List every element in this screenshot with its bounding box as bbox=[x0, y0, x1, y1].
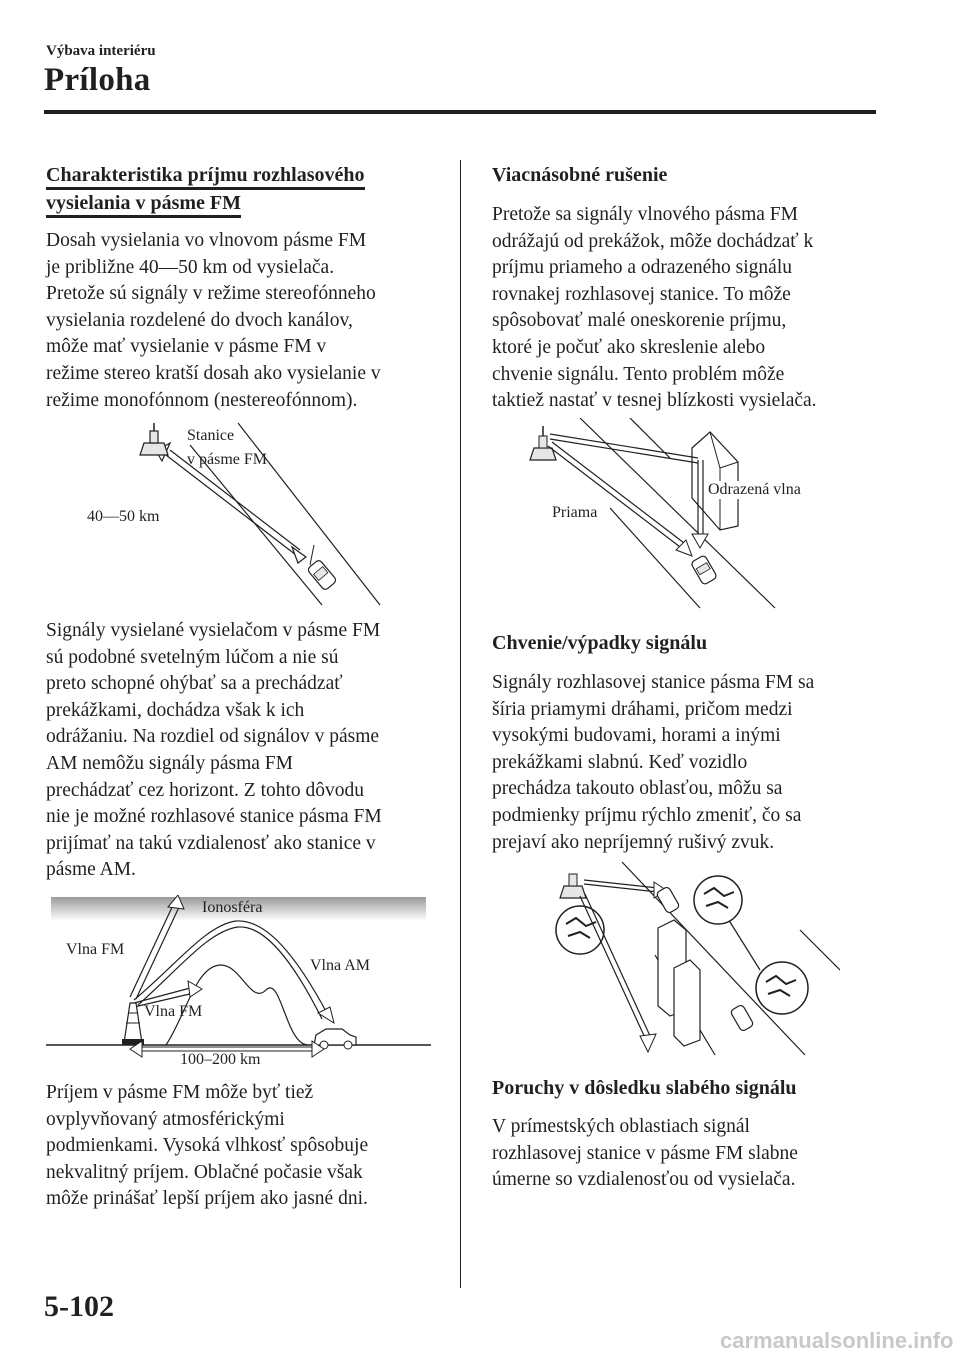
ionosphere-figure bbox=[46, 895, 431, 1075]
right-heading-3 bbox=[492, 1075, 797, 1101]
text-line: pásme AM. bbox=[46, 859, 136, 881]
right-paragraph-2 bbox=[492, 670, 814, 856]
left-heading bbox=[46, 162, 365, 216]
text-line: vysielania rozdelené do dvoch kanálov, bbox=[46, 309, 353, 331]
header-rule bbox=[44, 110, 876, 114]
radio-tower-icon bbox=[140, 423, 168, 455]
text-line: Pretože sa signály vlnového pásma FM bbox=[492, 204, 798, 225]
left-heading-line2: vysielania v pásme FM bbox=[46, 192, 241, 218]
text-line: prejaví ako nepríjemný rušivý zvuk. bbox=[492, 831, 775, 853]
text-line: prekážkami slabnú. Keď vozidlo bbox=[492, 751, 748, 773]
text-line: môže prinášať lepší príjem ako jasné dni. bbox=[46, 1188, 368, 1210]
weak-signal-heading: Poruchy v dôsledku slabého signálu bbox=[492, 1077, 797, 1099]
ionosphere-label: Ionosféra bbox=[202, 899, 263, 916]
text-line: Pretože sú signály v režime stereofónneho bbox=[46, 283, 376, 305]
left-paragraph-2 bbox=[46, 618, 382, 884]
building-icon bbox=[658, 920, 700, 1046]
left-paragraph-1 bbox=[46, 228, 381, 414]
multipath-figure bbox=[520, 418, 840, 613]
direct-wave-label: Priama bbox=[552, 504, 598, 521]
text-line: rozhlasovej stanice v pásme FM slabne bbox=[492, 1142, 798, 1164]
right-heading-1 bbox=[492, 162, 667, 188]
text-line: podmienkami. Vysoká vlhkosť spôsobuje bbox=[46, 1135, 369, 1157]
text-line: AM nemôžu signály pásma FM bbox=[46, 752, 293, 774]
column-divider bbox=[460, 160, 461, 1288]
text-line: ovplyvňovaný atmosférickými bbox=[46, 1108, 285, 1130]
text-line: spôsobovať malé oneskorenie príjmu, bbox=[492, 310, 787, 332]
text-line: odrážaniu. Na rozdiel od signálov v pásme bbox=[46, 726, 380, 748]
left-paragraph-3 bbox=[46, 1080, 368, 1213]
fig1-distance-label: 40―50 km bbox=[87, 508, 160, 525]
text-line: prekážkami, dochádza však k ich bbox=[46, 699, 305, 721]
right-paragraph-3 bbox=[492, 1114, 798, 1194]
reflected-wave-label: Odrazená vlna bbox=[708, 481, 801, 498]
text-line: nie je možné rozhlasové stanice pásma FM bbox=[46, 806, 382, 828]
am-wave-label: Vlna AM bbox=[310, 957, 370, 974]
text-line: Signály rozhlasovej stanice pásma FM sa bbox=[492, 672, 815, 693]
flutter-figure bbox=[550, 860, 840, 1060]
text-line: taktiež nastať v tesnej blízkosti vysielača. bbox=[492, 390, 817, 412]
text-line: prechádza takouto oblasťou, môžu sa bbox=[492, 778, 783, 800]
text-line: V prímestských oblastiach signál bbox=[492, 1116, 750, 1137]
footer-watermark: carmanualsonline.info bbox=[720, 1328, 954, 1353]
text-line: rovnakej rozhlasovej stanice. To môže bbox=[492, 283, 791, 305]
car-icon bbox=[730, 1004, 754, 1032]
text-line: sú podobné svetelným lúčom a nie sú bbox=[46, 646, 339, 668]
range-label: 100–200 km bbox=[180, 1051, 261, 1068]
page-number: 5-102 bbox=[44, 1290, 114, 1323]
text-line: ktoré je počuť ako skreslenie alebo bbox=[492, 336, 766, 358]
text-line: môže mať vysielanie v pásme FM v bbox=[46, 336, 327, 358]
text-line: šíria priamymi dráhami, pričom medzi bbox=[492, 698, 793, 720]
text-line: odrážajú od prekážok, môže dochádzať k bbox=[492, 230, 814, 252]
text-line: Signály vysielané vysielačom v pásme FM bbox=[46, 620, 381, 641]
text-line: príjmu priameho a odrazeného signálu bbox=[492, 257, 792, 279]
text-line: úmerne so vzdialenosťou od vysielača. bbox=[492, 1169, 796, 1191]
multipath-heading: Viacnásobné rušenie bbox=[492, 164, 668, 186]
radio-tower-icon bbox=[560, 874, 586, 898]
left-heading-line1: Charakteristika príjmu rozhlasového bbox=[46, 164, 365, 190]
page-title: Príloha bbox=[44, 62, 151, 98]
fig1-station-label: Stanice bbox=[187, 427, 235, 444]
right-heading-2 bbox=[492, 630, 707, 656]
text-line: režime monofónnom (nestereofónnom). bbox=[46, 389, 358, 411]
transmission-tower-icon bbox=[122, 1003, 144, 1045]
text-line: preto schopné ohýbať sa a prechádzať bbox=[46, 673, 343, 695]
fm-range-figure bbox=[60, 415, 440, 615]
fm-wave-label-upper: Vlna FM bbox=[66, 941, 125, 958]
fig1-station-label-2: v pásme FM bbox=[187, 451, 267, 468]
fm-wave-label-lower: Vlna FM bbox=[144, 1003, 203, 1020]
text-line: Dosah vysielania vo vlnovom pásme FM bbox=[46, 230, 367, 251]
text-line: je približne 40―50 km od vysielača. bbox=[46, 256, 335, 278]
text-line: režime stereo kratší dosah ako vysielanie v bbox=[46, 362, 381, 384]
text-line: podmienky príjmu rýchlo zmeniť, čo sa bbox=[492, 804, 802, 826]
text-line: prechádzať cez horizont. Z tohto dôvodu bbox=[46, 779, 365, 801]
flutter-heading: Chvenie/výpadky signálu bbox=[492, 632, 708, 654]
right-paragraph-1 bbox=[492, 202, 817, 415]
car-icon bbox=[691, 555, 718, 586]
radio-tower-icon bbox=[530, 426, 556, 460]
car-icon bbox=[307, 559, 337, 591]
text-line: chvenie signálu. Tento problém môže bbox=[492, 363, 785, 385]
text-line: vysokými budovami, horami a inými bbox=[492, 725, 781, 747]
section-label: Výbava interiéru bbox=[46, 43, 156, 59]
text-line: prijímať na takú vzdialenosť ako stanice v bbox=[46, 832, 376, 854]
text-line: Príjem v pásme FM môže byť tiež bbox=[46, 1082, 314, 1103]
text-line: nekvalitný príjem. Oblačné počasie však bbox=[46, 1161, 363, 1183]
